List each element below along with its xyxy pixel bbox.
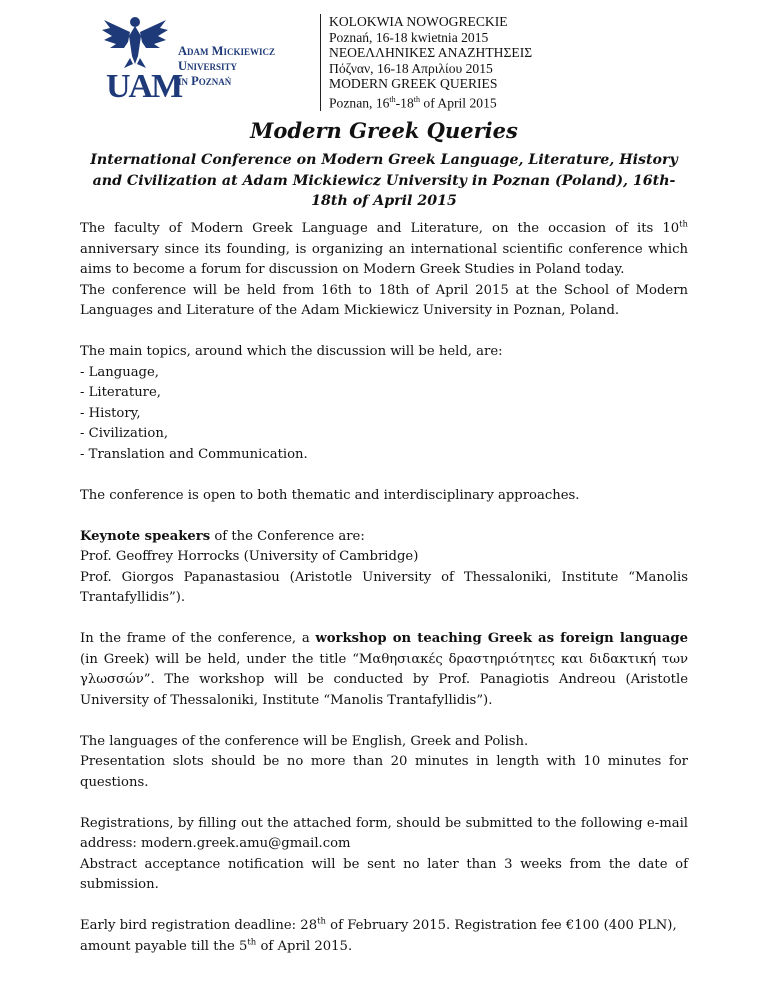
workshop-paragraph bbox=[80, 629, 688, 711]
keynote-bold-label: Keynote speakers bbox=[80, 528, 211, 544]
intro-text: anniversary since its founding, is organizing an international scientific conference which aims to become a forum for discussion on Modern Greek Studies in Poland today. bbox=[80, 241, 688, 277]
topics-heading: The main topics, around which the discussion will be held, are: bbox=[80, 344, 503, 359]
university-name bbox=[178, 44, 275, 89]
topic-item: - Language, bbox=[80, 364, 159, 380]
header-info-line: Πόζναν, 16-18 Απριλίου 2015 bbox=[329, 60, 493, 76]
document-body bbox=[80, 219, 688, 957]
workshop-bold-text: workshop on teaching Greek as foreign language bbox=[315, 631, 688, 646]
header-info-line bbox=[329, 92, 532, 111]
workshop-text: In the frame of the conference, a bbox=[80, 631, 316, 646]
ordinal-sup: th bbox=[389, 94, 396, 104]
conference-header-info bbox=[320, 14, 532, 111]
keynote-speaker: Prof. Geoffrey Horrocks (University of Cambridge) bbox=[80, 549, 419, 564]
page-subtitle: International Conference on Modern Greek Language, Literature, History and Civilization at Adam Mickiewicz University in Poznan (Poland), 16th-18th of April 2015 bbox=[90, 152, 678, 209]
deadline-paragraph bbox=[80, 916, 688, 957]
ordinal-sup: th bbox=[679, 219, 688, 230]
logo-letters: UAM bbox=[106, 68, 182, 105]
deadline-text: of April 2015. bbox=[256, 938, 353, 954]
ordinal-sup: th bbox=[317, 916, 326, 927]
keynote-speaker: Prof. Giorgos Papanastasiou (Aristotle University of Thessaloniki, Institute “Manolis Trantafyllidis”). bbox=[80, 569, 688, 605]
approach-paragraph: The conference is open to both thematic and interdisciplinary approaches. bbox=[80, 487, 580, 503]
topic-item: - Civilization, bbox=[80, 426, 169, 441]
intro-paragraph bbox=[80, 219, 688, 281]
eagle-emblem-icon bbox=[100, 14, 170, 70]
header-info-line: MODERN GREEK QUERIES bbox=[329, 76, 498, 92]
registration-paragraph: Registrations, by filling out the attached form, should be submitted to the following e-mail address: modern.greek.amu@gmail.com bbox=[80, 815, 688, 851]
date-text: of April 2015 bbox=[420, 95, 497, 111]
university-name-line1: Adam Mickiewicz bbox=[178, 44, 275, 58]
university-name-line2: University bbox=[178, 59, 238, 73]
ordinal-sup: th bbox=[413, 94, 421, 104]
date-text: Poznan, 16 bbox=[329, 95, 390, 111]
header-info-line: Poznań, 16-18 kwietnia 2015 bbox=[329, 29, 489, 45]
intro-text: The faculty of Modern Greek Language and Literature, on the occasion of its 10 bbox=[80, 221, 680, 236]
venue-paragraph: The conference will be held from 16th to 18th of April 2015 at the School of Modern Languages and Literature of the Adam Mickiewicz University in Poznan, Poland. bbox=[80, 282, 688, 318]
university-logo bbox=[100, 14, 300, 104]
page-title: Modern Greek Queries bbox=[250, 118, 518, 143]
abstract-paragraph: Abstract acceptance notification will be sent no later than 3 weeks from the date of submission. bbox=[80, 856, 688, 892]
deadline-text: Early bird registration deadline: 28 bbox=[80, 918, 318, 933]
deadline-text: of February 2015. Registration fee €100 (400 PLN), amount payable till the 5 bbox=[80, 918, 677, 954]
header-info-line: KOLOKWIA NOWOGRECKIE bbox=[329, 14, 508, 29]
keynote-heading bbox=[80, 527, 688, 548]
keynote-text: of the Conference are: bbox=[210, 528, 365, 544]
date-text: -18 bbox=[395, 95, 414, 111]
header-info-line: ΝΕΟΕΛΛΗΝΙΚΕΣ ΑΝΑΖΗΤΗΣΕΙΣ bbox=[329, 45, 533, 61]
topic-item: - Translation and Communication. bbox=[80, 446, 308, 462]
topic-item: - History, bbox=[80, 405, 141, 421]
university-name-line3: in Poznań bbox=[178, 74, 232, 88]
workshop-text: (in Greek) will be held, under the title “Μαθησιακές δραστηριότητες και διδακτική των γλωσσών”. The workshop will be conducted by Prof. Panagiotis Andreou (Aristotle University of Thessaloniki, Institute “Manolis Trantafyllidis”). bbox=[80, 651, 688, 708]
ordinal-sup: th bbox=[247, 937, 257, 948]
slots-paragraph: Presentation slots should be no more than 20 minutes in length with 10 minutes for questions. bbox=[80, 754, 688, 790]
topic-item: - Literature, bbox=[80, 385, 161, 400]
languages-paragraph: The languages of the conference will be English, Greek and Polish. bbox=[80, 733, 529, 749]
